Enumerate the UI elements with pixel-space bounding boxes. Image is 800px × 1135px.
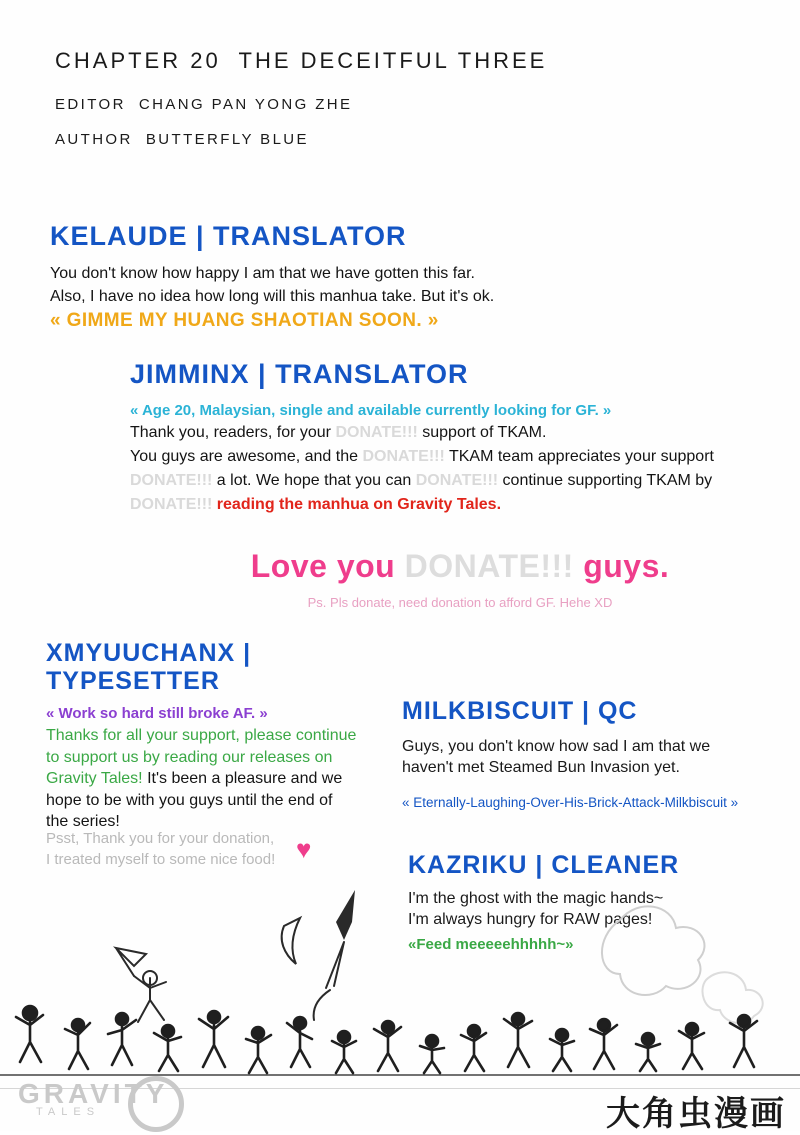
heart-icon: ♥ [296,834,312,864]
jimminx-body [130,421,730,517]
kelaude-line-2: Also, I have no idea how long will this manhua take. But it's ok. [50,287,495,305]
xmyuuchanx-dark-1: It's been a pleasure and we [142,770,343,788]
kazriku-line-1: I'm the ghost with the magic hands~ [408,889,664,907]
publisher-logo-cn: 大角虫漫画 [606,1094,786,1134]
xmyuuchanx-green-1: Thanks for all your support, please continue [46,727,357,744]
jimminx-heading: JIMMINX | TRANSLATOR [130,359,469,389]
kelaude-body [50,262,570,332]
xmyuuchanx-mixed-line [46,768,376,790]
jimminx-quote: « Age 20, Malaysian, single and available currently looking for GF. » [130,401,612,419]
milkbiscuit-line-2: haven't met Steamed Bun Invasion yet. [402,759,680,777]
xmyuuchanx-dark-3: the series! [46,813,120,831]
section-jimminx [130,360,730,517]
jimminx-row-4 [130,493,730,517]
gravity-tales-plug: reading the manhua on Gravity Tales. [212,495,502,513]
section-xmyuuchanx [46,640,376,833]
milkbiscuit-body [402,736,752,779]
love-you-part1: Love you [250,548,405,584]
section-milkbiscuit [402,698,752,810]
donate-word: DONATE!!! [130,471,213,489]
jimminx-row2-text-a: You guys are awesome, and the [130,447,363,465]
kazriku-heading: KAZRIKU | CLEANER [408,851,680,879]
jimminx-row-3 [130,469,730,493]
donate-word: DONATE!!! [404,548,574,584]
love-you-block [250,548,670,610]
gravity-logo-ring-icon [128,1076,184,1132]
love-you-part2: guys. [573,548,670,584]
jimminx-row1-text-b: support of TKAM. [417,423,547,441]
kelaude-line-1: You don't know how happy I am that we have gotten this far. [50,264,475,282]
kelaude-heading: KELAUDE | TRANSLATOR [50,221,407,251]
xmyuuchanx-dark-2: hope to be with you guys until the end of [46,791,333,809]
milkbiscuit-line-1: Guys, you don't know how sad I am that we [402,737,711,755]
love-you-ps: Ps. Pls donate, need donation to afford GF. Hehe XD [307,595,613,610]
xmyuuchanx-green-3: Gravity Tales! [46,770,143,788]
love-you-line [250,548,670,585]
psst-note [46,828,306,870]
milkbiscuit-heading: MILKBISCUIT | QC [402,697,638,725]
editor-credit: EDITOR CHANG PAN YONG ZHE [55,96,353,113]
jimminx-row2-text-b: TKAM team appreciates your support [444,447,714,465]
jimminx-row3-text-b: continue supporting TKAM by [498,471,713,489]
donate-word: DONATE!!! [362,447,445,465]
jimminx-row3-text-a: a lot. We hope that you can [212,471,416,489]
page-title: CHAPTER 20 THE DECEITFUL THREE [55,48,548,73]
gravity-logo-main: GRAVITY [18,1078,169,1109]
psst-line-2: I treated myself to some nice food! [46,851,276,868]
kazriku-quote: «Feed meeeeehhhhh~» [408,935,574,953]
xmyuuchanx-heading: XMYUUCHANX | TYPESETTER [46,639,252,695]
donate-word: DONATE!!! [415,471,499,489]
kazriku-body [408,888,748,931]
donate-word: DONATE!!! [130,495,213,513]
milkbiscuit-quote: « Eternally-Laughing-Over-His-Brick-Attack-Milkbiscuit » [402,794,739,810]
header-block [55,48,755,166]
donate-word: DONATE!!! [335,423,418,441]
xmyuuchanx-quote: « Work so hard still broke AF. » [46,705,268,722]
psst-line-1: Psst, Thank you for your donation, [46,830,275,847]
jimminx-row-2 [130,445,730,469]
kazriku-line-2: I'm always hungry for RAW pages! [408,911,653,929]
xmyuuchanx-body-green [46,725,376,833]
kelaude-quote: « GIMME MY HUANG SHAOTIAN SOON. » [50,310,439,332]
section-kelaude [50,222,570,332]
section-kazriku [408,852,748,953]
jimminx-row1-text-a: Thank you, readers, for your [130,423,336,441]
jimminx-row-1 [130,421,730,445]
author-credit: AUTHOR BUTTERFLY BLUE [55,131,309,148]
gravity-logo-sub: TALES [36,1106,101,1118]
xmyuuchanx-green-2: to support us by reading our releases on [46,748,333,766]
stick-figure-crowd [0,975,800,1090]
